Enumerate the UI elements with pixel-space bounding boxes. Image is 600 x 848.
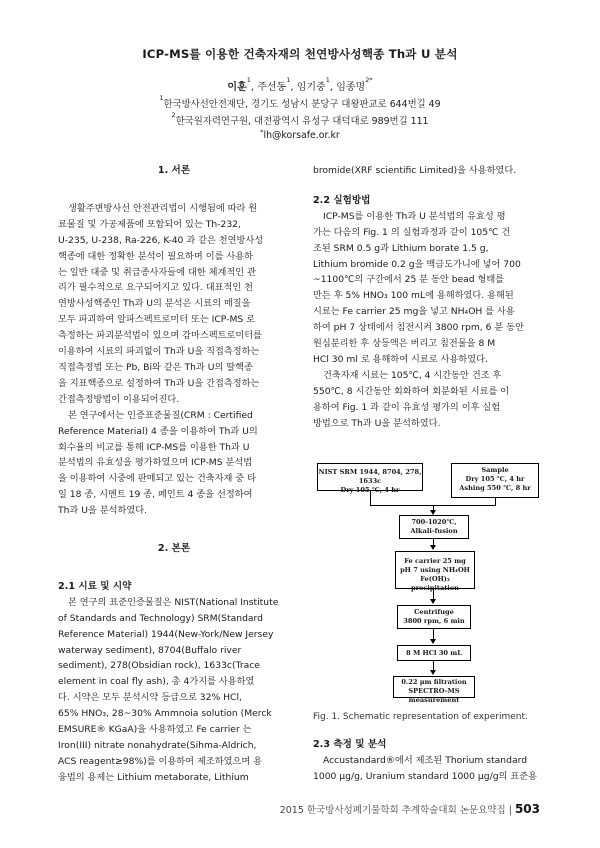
text-line: Accustandard®에서 제조된 Thorium standard [323, 754, 528, 766]
flow-sample-dry: Dry 105 ℃, 4 hr [465, 475, 525, 483]
author-line: 이훈$^1$, 주선동$^1$, 임기중$^1$, 임종명$^{2*}$ [227, 76, 373, 93]
flow-box-sample [451, 463, 539, 498]
connector [370, 491, 371, 505]
section-2-2-heading: 2.2 실험방법 [313, 194, 371, 206]
intro-heading: 1. 서론 [157, 165, 191, 176]
affiliation-2 [0, 113, 600, 127]
arrow-icon [430, 545, 436, 550]
author-2-sup: 1 [286, 76, 291, 84]
flow-box-srm [317, 463, 423, 494]
aff-1-sup: 1 [159, 94, 164, 102]
text-line: ICP-MS를 이용한 Th과 U 분석법의 유효성 평 [323, 210, 506, 222]
text-line: of Standards and Technology) SRM(Standard [58, 612, 263, 624]
text-line: Lithium bromide 0.2 g을 백금도가니에 넣어 700 [313, 258, 521, 270]
text-line: 일 18 종, 시멘트 19 종, 페인트 4 종을 선정하여 [58, 489, 253, 501]
text-line: 핵종에 대한 정확한 분석이 필요하며 이를 사용하 [58, 250, 254, 262]
text-line: Th과 U을 분석하였다. [58, 505, 148, 517]
text-line: 1000 μg/g, Uranium standard 1000 μg/g의 표준용 [313, 770, 537, 782]
arrow-icon [430, 670, 436, 675]
affiliation-email [0, 130, 600, 141]
text-line: 본 연구의 표준인증물질은 NIST(National Institute [68, 596, 279, 608]
flow-box-fusion [399, 515, 469, 539]
flow-filt-measure: SPECTRO-MS measurement [408, 687, 460, 704]
aff-email-text: lh@korsafe.or.kr [263, 130, 340, 141]
arrow-icon [430, 639, 436, 644]
flow-cent-label: Centrifuge [414, 608, 454, 616]
text-line: 융법의 용제는 Lithium metaborate, Lithium [58, 771, 249, 783]
text-line: 시료는 Fe carrier 25 mg을 넣고 NH₄OH 를 사용 [313, 306, 515, 318]
text-line: 측정하는 파괴분석법이 있으며 감마스펙트로미터를 [58, 330, 263, 342]
section-2-1-heading: 2.1 시료 및 시약 [58, 580, 132, 592]
page-number: 503 [514, 802, 540, 816]
flow-filt-label: 0.22 μm filtration [401, 678, 467, 686]
text-line: EMSURE® KGaA)을 사용하였고 Fe carrier 는 [58, 724, 252, 736]
flow-sample-label: Sample [481, 466, 509, 474]
flow-hcl-label: 8 M HCl 30 mL [406, 649, 462, 657]
text-line: 료물질 및 가공제품에 포함되어 있는 Th-232, [58, 218, 241, 230]
section-2-2-text [313, 209, 545, 368]
text-line: 이용하여 시료의 파괴없이 Th과 U을 직접측정하는 [58, 346, 260, 358]
flow-fusion-temp: 700-1020℃, [411, 518, 457, 526]
text-line: 리가 필수적으로 요구되어지고 있다. 대표적인 천 [58, 282, 254, 294]
text-line: 방법으로 Th과 U을 분석하였다. [313, 417, 441, 429]
text-line: 용하여 Fig. 1 과 같이 유효성 평가의 이후 실험 [313, 401, 501, 413]
text-line: 분석법의 유효성을 평가하였으며 ICP-MS 분석법 [58, 457, 253, 469]
section-2-1-text [58, 595, 290, 786]
text-line: 모두 파괴하여 알파스펙트로미터 또는 ICP-MS 로 [58, 314, 256, 326]
text-line: Reference Material) 1944(New-York/New Jersey [58, 628, 274, 640]
author-4: 임종명 [336, 82, 366, 93]
flow-box-fe-carrier [395, 551, 475, 592]
section-2-3-text [313, 753, 545, 785]
left-column [58, 163, 290, 786]
author-3: 임기중 [296, 82, 326, 93]
flow-fe-ph: pH 7 using NH₄OH [400, 566, 470, 574]
flow-box-centrifuge [397, 605, 471, 629]
flow-fe-precip: Fe(OH)₃ precipitation [411, 575, 459, 592]
flow-fe-label: Fe carrier 25 mg [404, 557, 466, 565]
affiliation-1 [0, 96, 600, 110]
body-heading: 2. 본론 [157, 543, 191, 555]
text-line: Reference Material) 4 종을 이용하여 Th과 U의 [58, 425, 258, 437]
text-line: 직접측정법 또는 Pb, Bi와 같은 Th과 U의 딸핵종 [58, 361, 253, 373]
text-line: 가는 다음의 Fig. 1 의 실험과정과 같이 105℃ 건 [313, 226, 511, 238]
text-line: 회수율의 비교를 통해 ICP-MS를 이용한 Th과 U [58, 441, 250, 453]
figure-1-flowchart [315, 460, 545, 708]
author-1: 이훈 [227, 82, 247, 93]
text-line: waterway sediment), 8704(Buffalo river [58, 644, 242, 656]
text-line: ACS reagent≥98%)를 이용하여 제조하였으며 용 [58, 755, 263, 767]
text-line: 550℃, 8 시간동안 회화하여 회분화된 시료를 이 [313, 385, 510, 397]
flow-cent-speed: 3800 rpm, 6 min [403, 617, 465, 625]
section-2-2-text-2 [313, 368, 545, 432]
text-line: 연방사성핵종인 Th과 U의 분석은 시료의 매질을 [58, 298, 251, 310]
flow-srm-dry: Dry 105 ℃, 4 hr [340, 486, 400, 494]
text-line: U-235, U-238, Ra-226, K-40 과 같은 천연방사성 [58, 234, 264, 246]
text-line: sediment), 278(Obsidian rock), 1633c(Trace [58, 660, 260, 672]
flow-box-filtration [393, 676, 475, 704]
arrow-icon [430, 599, 436, 604]
continued-line: bromide(XRF scientific Limited)을 사용하였다. [313, 165, 517, 176]
page-footer [280, 802, 540, 816]
figure-caption: Fig. 1. Schematic representation of experiment. [313, 712, 528, 722]
text-line: 원심분리한 후 상등액은 버리고 침전물을 8 M [313, 338, 496, 350]
paper-title: ICP-MS를 이용한 건축자재의 천연방사성핵종 Th과 U 분석 [142, 47, 458, 61]
flow-box-hcl [397, 645, 471, 661]
aff-2-sup: 2 [171, 111, 176, 119]
aff-email-sup: * [260, 128, 264, 136]
author-3-sup: 1 [325, 76, 330, 84]
flow-sample-ashing: Ashing 550 ℃, 8 hr [459, 484, 531, 492]
text-line: 조된 SRM 0.5 g과 Lithium borate 1.5 g, [313, 242, 489, 254]
right-column [313, 163, 545, 432]
text-line: 다. 시약은 모두 분석시약 등급으로 32% HCl, [58, 692, 242, 704]
text-line: 을 지표핵종으로 설정하여 Th과 U을 간접측정하는 [58, 377, 260, 389]
intro-paragraph-1 [58, 201, 290, 408]
footer-separator: | [508, 805, 512, 816]
author-1-sup: 1 [246, 76, 251, 84]
text-line: 65% HNO₃, 28~30% Ammnoia solution (Merck [58, 708, 272, 720]
section-2-3 [313, 737, 545, 785]
section-2-3-heading: 2.3 측정 및 분석 [313, 739, 387, 750]
text-line: 하여 pH 7 상태에서 침전시켜 3800 rpm, 6 분 동안 [313, 322, 524, 334]
flow-srm-label: NIST SRM 1944, 8704, 278, 1633c [318, 468, 422, 485]
flow-fusion-label: Alkali-fusion [410, 527, 458, 535]
text-line: 생활주변방사선 안전관리법이 시행됨에 따라 원 [68, 202, 258, 214]
text-line: 을 이용하여 시중에 판매되고 있는 건축자재 중 타 [58, 473, 256, 485]
aff-2-text: 한국원자력연구원, 대전광역시 유성구 대덕대로 989번길 111 [175, 116, 429, 127]
text-line: Iron(III) nitrate nonahydrate(Sihma-Aldrich, [58, 740, 257, 751]
text-line: 만든 후 5% HNO₃ 100 mL에 용해하였다. 용해된 [313, 290, 514, 302]
text-line: 간접측정방법이 이용되어진다. [58, 393, 180, 405]
text-line: element in coal fly ash), 총 4가지를 사용하였 [58, 676, 255, 688]
author-4-sup: 2* [365, 76, 373, 84]
intro-paragraph-2 [58, 408, 290, 519]
text-line: 건축자재 시료는 105℃, 4 시간동안 건조 후 [323, 369, 502, 381]
aff-1-text: 한국방사선안전재단, 경기도 성남시 분당구 대왕판교로 644번길 49 [163, 99, 441, 110]
footer-text: 2015 한국방사성폐기물학회 추계학술대회 논문요약집 [279, 805, 506, 816]
connector [495, 498, 496, 505]
text-line: 본 연구에서는 인증표준물질(CRM : Certified [68, 409, 253, 421]
text-line: HCl 30 ml 로 용해하여 시료로 사용하였다. [313, 353, 488, 365]
text-line: ~1100℃의 구간에서 25 분 동안 bead 형태를 [313, 274, 505, 286]
text-line: 는 일반 대중 및 취급종사자들에 대한 체계적인 관 [58, 266, 256, 278]
author-2: 주선동 [257, 82, 287, 93]
